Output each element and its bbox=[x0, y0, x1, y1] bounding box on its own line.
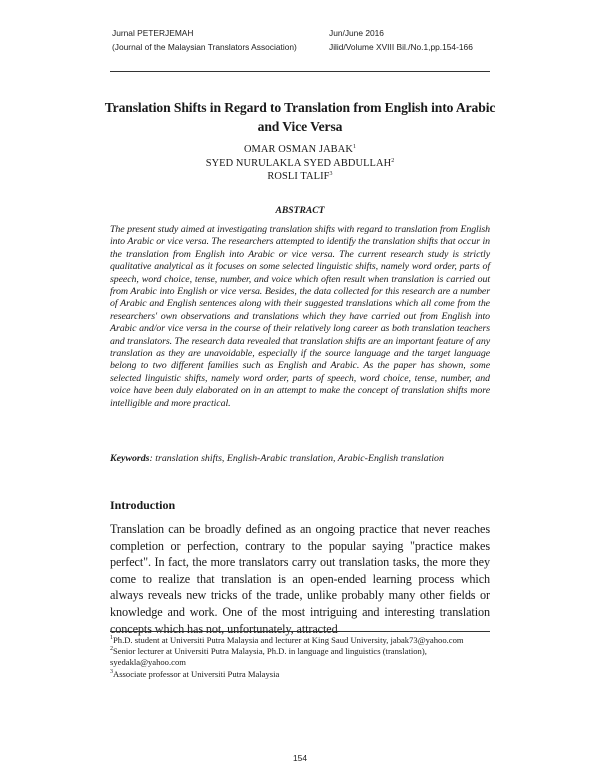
footnote-divider bbox=[110, 631, 490, 632]
footnote: $^1$Ph.D. student at Universiti Putra Malaysia and lecturer at King Saud University, jabak73@yahoo.com bbox=[110, 635, 464, 645]
journal-name: Jurnal PETERJEMAH bbox=[112, 28, 194, 38]
volume-info: Jilid/Volume XVIII Bil./No.1,pp.154-166 bbox=[329, 42, 473, 52]
running-head-row-1 bbox=[112, 26, 492, 40]
author-name: SYED NURULAKLA SYED ABDULLAH$^2$ bbox=[205, 157, 395, 169]
running-head bbox=[112, 26, 492, 54]
issue-date: Jun/June 2016 bbox=[329, 28, 384, 38]
keywords-list: : translation shifts, English-Arabic translation, Arabic-English translation bbox=[149, 453, 444, 464]
keywords-label: Keywords bbox=[110, 453, 150, 464]
section-heading: Introduction bbox=[110, 498, 176, 512]
header-divider bbox=[110, 71, 490, 72]
journal-association: (Journal of the Malaysian Translators Association) bbox=[112, 42, 297, 52]
footnote: $^3$Associate professor at Universiti Putra Malaysia bbox=[110, 668, 280, 679]
running-head-row-2 bbox=[112, 40, 492, 54]
author-name: OMAR OSMAN JABAK$^1$ bbox=[243, 144, 357, 155]
author-list bbox=[110, 143, 490, 184]
introduction-text: Translation can be broadly defined as an ongoing practice that never reaches completion or perfection, contrary to the popular saying "practice makes perfect". In fact, the more translators carry out translation tasks, the more they come to realize that translation is an open-ended learning process which always reveals new tricks of the trade, unlike probably many other fields or knowledge and work. One of the most intriguing and interesting translation concepts which has not, unfortunately, attracted bbox=[110, 522, 490, 636]
footnotes bbox=[110, 635, 495, 680]
author-name: ROSLI TALIF$^3$ bbox=[267, 171, 333, 182]
abstract-heading: ABSTRACT bbox=[275, 205, 325, 216]
article-title: Translation Shifts in Regard to Translation from English into Arabic and Vice Versa bbox=[104, 100, 496, 134]
abstract-text: The present study aimed at investigating translation shifts with regard to translation from English into Arabic or vice versa. The researchers attempted to identify the translation shifts that occur in the translation from English into Arabic or vice versa. The current research study is strictly qualitative analytical as it focuses on some selected linguistic shifts, namely word order, parts of speech, word choice, tense, number, and voice which often result when translation is carried out from Arabic into English or vice versa. Besides, the data collected for this research are a number of Arabic and English sentences along with their suggested translations which all come from the researchers' own observations and translations which they have carried out from English into Arabic and/or vice versa in the course of their relatively long career as both translation teachers and translators. The research data revealed that translation shifts are an important feature of any translation as they are unavoidable, especially if the source language and the target language belong to two different families such as English and Arabic. As the paper has shown, some selected linguistic shifts, namely word order, parts of speech, word choice, tense, number, and voice have been duly elaborated on in an attempt to make the concept of translation shifts more intelligible and more practical. bbox=[110, 224, 490, 409]
keywords bbox=[110, 453, 490, 465]
page-number: 154 bbox=[293, 753, 307, 763]
footnote: $^2$Senior lecturer at Universiti Putra Malaysia, Ph.D. in language and linguistics (translation), syedakla@yahoo.com bbox=[110, 646, 427, 668]
